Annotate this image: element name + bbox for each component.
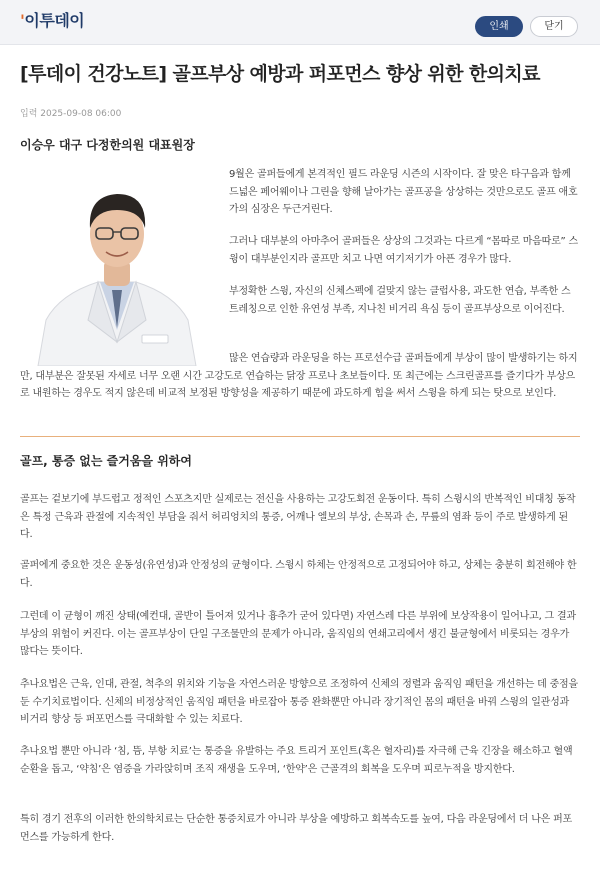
intro-paragraph: 부정확한 스윙, 자신의 신체스펙에 걸맞지 않는 클럽사용, 과도한 연습, 부족한 스트레칭으로 인한 유연성 부족, 지나친 비거리 욕심 등이 골프부상으로 이어진다. xyxy=(229,286,571,315)
logo-text: 이투데이 xyxy=(24,11,85,30)
body-paragraph: 추나요법 뿐만 아니라 ‘침, 뜸, 부항 치료’는 통증을 유발하는 주요 트리거 포인트(혹은 혈자리)를 자극해 근육 긴장을 해소하고 혈액순환을 돕고, ‘약침’은 염증을 가라앉히며 조직 재생을 도우며, ‘한약’은 근골격의 회복을 도우며 피로누적을 방지한다. xyxy=(20,746,573,775)
logo-mark: ' xyxy=(20,11,25,30)
close-button[interactable]: 닫기 xyxy=(530,16,578,37)
top-bar xyxy=(0,0,600,45)
section-divider xyxy=(20,436,580,437)
body-paragraph: 그런데 이 균형이 깨진 상태(예컨대, 골반이 틀어져 있거나 흉추가 굳어 있다면) 자연스레 다른 부위에 보상작용이 일어나고, 그 결과 부상의 위험이 커진다. 이는 골프부상이 단일 구조물만의 문제가 아니라, 움직임의 연쇄고리에서 생긴 불균형에서 비롯되는 경우가 많다는 뜻이다. xyxy=(20,611,576,657)
intro-paragraph: 9월은 골퍼들에게 본격적인 필드 라운딩 시즌의 시작이다. 잘 맞은 타구음과 함께 드넓은 페어웨이나 그린을 향해 날아가는 골프공을 상상하는 것만으로도 골프 애호가의 심장은 두근거린다. xyxy=(229,169,578,215)
body-paragraph: 골퍼에게 중요한 것은 운동성(유연성)과 안정성의 균형이다. 스윙시 하체는 안정적으로 고정되어야 하고, 상체는 충분히 회전해야 한다. xyxy=(20,560,577,589)
print-button[interactable]: 인쇄 xyxy=(475,16,523,37)
author-photo xyxy=(20,170,213,366)
body-paragraph: 특히 경기 전후의 이러한 한의학치료는 단순한 통증치료가 아니라 부상을 예방하고 회복속도를 높여, 다음 라운딩에서 더 나은 퍼포먼스를 가능하게 한다. xyxy=(20,814,573,843)
body-paragraph: 골프는 겉보기에 부드럽고 정적인 스포츠지만 실제로는 전신을 사용하는 고강도회전 운동이다. 특히 스윙시의 반복적인 비대칭 동작은 특정 근육과 관절에 지속적인 부담을 줘서 허리엉치의 통증, 어깨나 엘보의 부상, 손목과 손, 무릎의 염좌 등이 주로 발생하게 된다. xyxy=(20,494,576,540)
article-title: [투데이 건강노트] 골프부상 예방과 퍼포먼스 향상 위한 한의치료 xyxy=(20,63,540,85)
site-logo[interactable] xyxy=(20,11,84,31)
doctor-portrait-photo-icon xyxy=(20,170,213,366)
intro-paragraph: 많은 연습량과 라운딩을 하는 프로선수급 골퍼들에게 부상이 많이 발생하기는 하지만, 대부분은 잘못된 자세로 너무 오랜 시간 고강도로 연습하는 닭장 프로나 초보들이다. 또 최근에는 스크린골프를 즐기다가 부상으로 내원하는 경우도 적지 않은데 비교적 보정된 방향성을 제공하기 때문에 과도하게 힘을 써서 스윙을 하게 되는 탓으로 보인다. xyxy=(20,353,578,399)
intro-paragraph: 그러나 대부분의 아마추어 골퍼들은 상상의 그것과는 다르게 “몸따로 마음따로” 스윙이 대부분인지라 골프만 치고 나면 여기저기가 아픈 경우가 많다. xyxy=(229,236,578,265)
author-byline: 이승우 대구 다정한의원 대표원장 xyxy=(20,138,195,152)
body-paragraph: 추나요법은 근육, 인대, 관절, 척추의 위치와 기능을 자연스러운 방향으로 조정하여 신체의 정렬과 움직임 패턴을 개선하는 데 중점을 둔 수기치료법이다. 신체의 비정상적인 움직임 패턴을 바로잡아 통증 완화뿐만 아니라 장기적인 몸의 패턴을 바꿔 스윙의 일관성과 비거리 향상 등 퍼포먼스를 극대화할 수 있는 치료다. xyxy=(20,679,578,725)
section-title: 골프, 통증 없는 즐거움을 위하여 xyxy=(20,454,192,468)
publish-date: 입력 2025-09-08 06:00 xyxy=(20,109,122,119)
